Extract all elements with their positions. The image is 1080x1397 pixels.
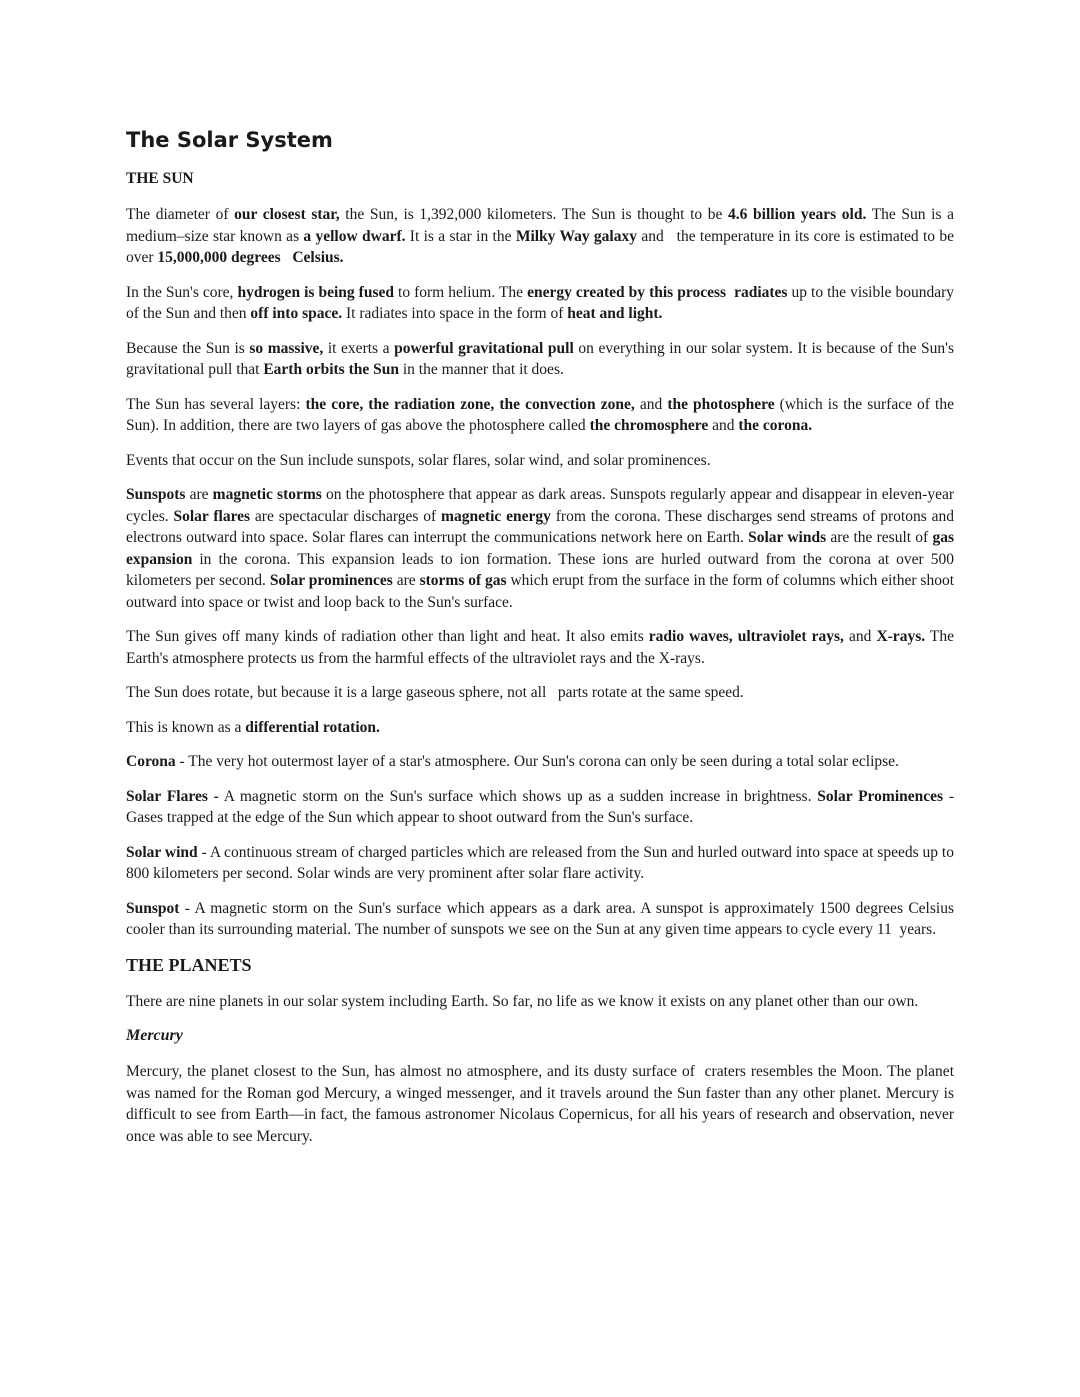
paragraph-mercury: Mercury, the planet closest to the Sun, has almost no atmosphere, and its dusty surface of craters resembles the Moon. The planet was named for the Roman god Mercury, a winged messenger, and it travels around the Sun faster than any other planet. Mercury is difficult to see from Earth—in fact, the famous astronomer Nicolaus Copernicus, for all his years of research and observation, never once was able to see Mercury. [126, 1063, 954, 1145]
section-heading-the-sun: THE SUN [126, 170, 194, 187]
definition-corona: Corona - The very hot outermost layer of a star's atmosphere. Our Sun's corona can only be seen during a total solar eclipse. [126, 753, 899, 770]
section-heading-the-planets: THE PLANETS [126, 954, 252, 975]
paragraph-sun-events: Events that occur on the Sun include sunspots, solar flares, solar wind, and solar prominences. [126, 451, 711, 469]
document-page [126, 128, 954, 1160]
paragraph-core-fusion: In the Sun's core, hydrogen is being fused to form helium. The energy created by this process radiates up to the visible boundary of the Sun and then off into space. It radiates into space in the form of heat and light. [126, 283, 954, 322]
definition-sunspot: Sunspot - A magnetic storm on the Sun's surface which appears as a dark area. A sunspot is approximately 1500 degrees Celsius cooler than its surrounding material. The number of sunspots we see on the Sun at any given time appears to cycle every 11 years. [126, 899, 954, 938]
paragraph-nine-planets: There are nine planets in our solar system including Earth. So far, no life as we know it exists on any planet other than our own. [126, 992, 919, 1010]
paragraph-radiation: The Sun gives off many kinds of radiation other than light and heat. It also emits radio waves, ultraviolet rays, and X-rays. The Earth's atmosphere protects us from the harmful effects of the ultraviolet rays and the X-rays. [126, 628, 954, 667]
subsection-heading-mercury: Mercury [126, 1027, 183, 1044]
definition-solar-wind: Solar wind - A continuous stream of charged particles which are released from the Sun and hurled outward into space at speeds up to 800 kilometers per second. Solar winds are very prominent after solar flare activity. [126, 843, 954, 882]
paragraph-gravitational-pull: Because the Sun is so massive, it exerts a powerful gravitational pull on everything in our solar system. It is because of the Sun's gravitational pull that Earth orbits the Sun in the manner that it does. [126, 339, 954, 378]
paragraph-sun-layers: The Sun has several layers: the core, the radiation zone, the convection zone, and the photosphere (which is the surface of the Sun). In addition, there are two layers of gas above the photosphere called the chromosphere and the corona. [126, 395, 954, 434]
paragraph-sunspots-flares-winds-prominences: Sunspots are magnetic storms on the photosphere that appear as dark areas. Sunspots regularly appear and disappear in eleven-year cycles. Solar flares are spectacular discharges of magnetic energy from the corona. These discharges send streams of protons and electrons outward into space. Solar flares can interrupt the communications network here on Earth. Solar winds are the result of gas expansion in the corona. This expansion leads to ion formation. These ions are hurled outward from the corona at over 500 kilometers per second. Solar prominences are storms of gas which erupt from the surface in the form of columns which either shoot outward into space or twist and loop back to the Sun's surface. [126, 486, 954, 611]
definition-solar-flares-prominences: Solar Flares - A magnetic storm on the Sun's surface which shows up as a sudden increase in brightness. Solar Prominences - Gases trapped at the edge of the Sun which appear to shoot outward from the Sun's surface. [126, 787, 954, 826]
document-title: The Solar System [126, 128, 333, 152]
paragraph-rotation: The Sun does rotate, but because it is a large gaseous sphere, not all parts rotate at the same speed. [126, 684, 744, 701]
paragraph-sun-diameter: The diameter of our closest star, the Sun, is 1,392,000 kilometers. The Sun is thought to be 4.6 billion years old. The Sun is a medium–size star known as a yellow dwarf. It is a star in the Milky Way galaxy and the temperature in its core is estimated to be over 15,000,000 degrees Celsius. [126, 206, 955, 266]
paragraph-differential-rotation: This is known as a differential rotation. [126, 718, 380, 736]
